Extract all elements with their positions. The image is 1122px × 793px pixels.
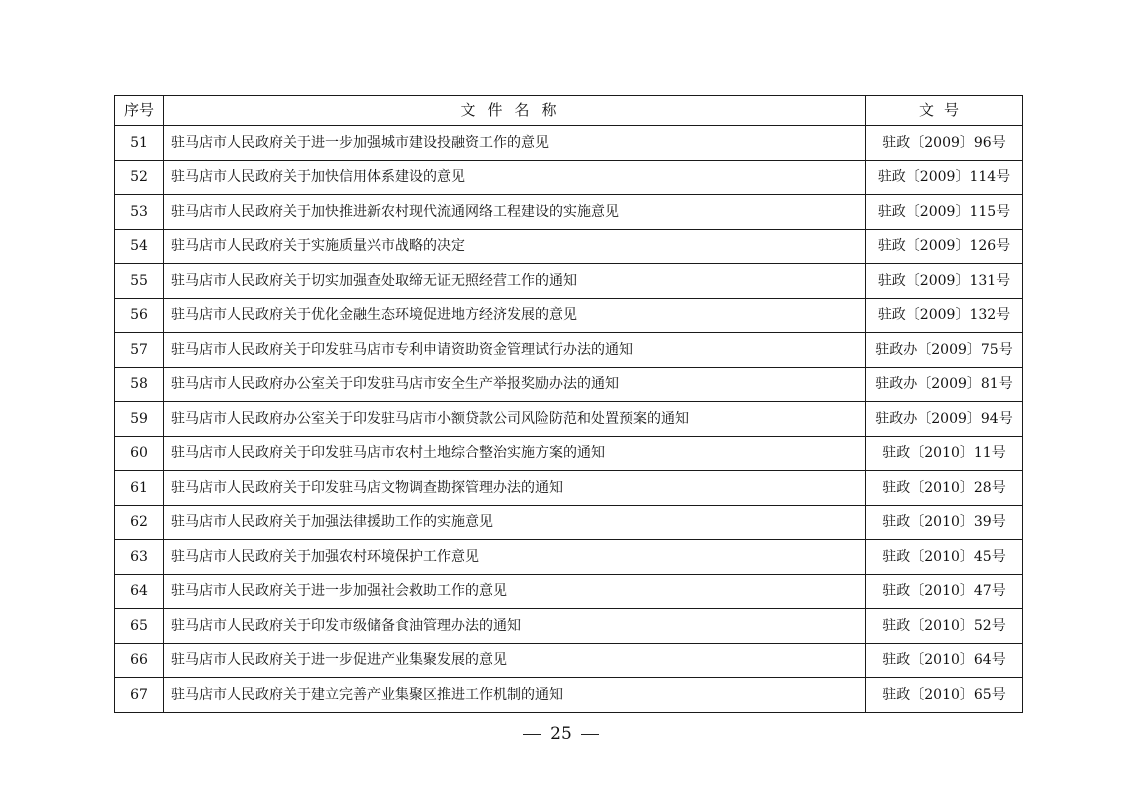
row-document-title: 驻马店市人民政府关于加快推进新农村现代流通网络工程建设的实施意见: [164, 195, 866, 230]
row-serial-number: 62: [115, 505, 164, 540]
row-document-title: 驻马店市人民政府关于进一步加强城市建设投融资工作的意见: [164, 126, 866, 161]
row-document-title: 驻马店市人民政府关于印发驻马店市农村土地综合整治实施方案的通知: [164, 436, 866, 471]
row-document-code: 驻政〔2010〕11号: [866, 436, 1023, 471]
row-document-title: 驻马店市人民政府关于建立完善产业集聚区推进工作机制的通知: [164, 678, 866, 713]
row-document-title: 驻马店市人民政府关于加强法律援助工作的实施意见: [164, 505, 866, 540]
row-serial-number: 55: [115, 264, 164, 299]
row-document-code: 驻政〔2009〕126号: [866, 229, 1023, 264]
table-row: [115, 505, 1023, 540]
row-document-title: 驻马店市人民政府办公室关于印发驻马店市小额贷款公司风险防范和处置预案的通知: [164, 402, 866, 437]
row-document-title: 驻马店市人民政府关于优化金融生态环境促进地方经济发展的意见: [164, 298, 866, 333]
row-serial-number: 58: [115, 367, 164, 402]
row-document-code: 驻政〔2010〕64号: [866, 643, 1023, 678]
page-footer: [0, 724, 1122, 744]
row-document-title: 驻马店市人民政府关于印发驻马店市专利申请资助资金管理试行办法的通知: [164, 333, 866, 368]
row-document-code: 驻政〔2010〕28号: [866, 471, 1023, 506]
row-serial-number: 59: [115, 402, 164, 437]
row-document-code: 驻政〔2010〕52号: [866, 609, 1023, 644]
row-serial-number: 64: [115, 574, 164, 609]
row-serial-number: 54: [115, 229, 164, 264]
row-document-code: 驻政〔2010〕39号: [866, 505, 1023, 540]
row-document-title: 驻马店市人民政府关于印发驻马店文物调查勘探管理办法的通知: [164, 471, 866, 506]
table-row: [115, 264, 1023, 299]
table-row: [115, 195, 1023, 230]
row-document-code: 驻政〔2009〕115号: [866, 195, 1023, 230]
table-row: [115, 436, 1023, 471]
table-row: [115, 229, 1023, 264]
row-document-code: 驻政办〔2009〕75号: [866, 333, 1023, 368]
row-serial-number: 65: [115, 609, 164, 644]
row-serial-number: 66: [115, 643, 164, 678]
table-row: [115, 298, 1023, 333]
table-row: [115, 643, 1023, 678]
row-serial-number: 53: [115, 195, 164, 230]
table-header-row: [115, 96, 1023, 126]
header-serial-number: 序号: [115, 96, 164, 126]
row-document-title: 驻马店市人民政府关于实施质量兴市战略的决定: [164, 229, 866, 264]
row-document-title: 驻马店市人民政府关于进一步加强社会救助工作的意见: [164, 574, 866, 609]
table-row: [115, 471, 1023, 506]
row-document-code: 驻政〔2009〕96号: [866, 126, 1023, 161]
row-document-title: 驻马店市人民政府关于加快信用体系建设的意见: [164, 160, 866, 195]
table-row: [115, 126, 1023, 161]
header-document-code: 文号: [866, 96, 1023, 126]
row-document-code: 驻政〔2010〕47号: [866, 574, 1023, 609]
row-document-title: 驻马店市人民政府关于切实加强查处取缔无证无照经营工作的通知: [164, 264, 866, 299]
header-document-title: 文件名称: [164, 96, 866, 126]
row-serial-number: 52: [115, 160, 164, 195]
row-document-code: 驻政〔2009〕132号: [866, 298, 1023, 333]
row-document-title: 驻马店市人民政府办公室关于印发驻马店市安全生产举报奖励办法的通知: [164, 367, 866, 402]
footer-dash-left: [523, 734, 541, 735]
row-serial-number: 63: [115, 540, 164, 575]
row-document-code: 驻政办〔2009〕94号: [866, 402, 1023, 437]
table-row: [115, 160, 1023, 195]
row-document-code: 驻政〔2009〕114号: [866, 160, 1023, 195]
row-document-title: 驻马店市人民政府关于印发市级储备食油管理办法的通知: [164, 609, 866, 644]
table-row: [115, 574, 1023, 609]
row-serial-number: 51: [115, 126, 164, 161]
footer-dash-right: [581, 734, 599, 735]
row-serial-number: 60: [115, 436, 164, 471]
row-serial-number: 61: [115, 471, 164, 506]
row-document-code: 驻政〔2009〕131号: [866, 264, 1023, 299]
table-row: [115, 333, 1023, 368]
row-serial-number: 67: [115, 678, 164, 713]
row-document-code: 驻政〔2010〕45号: [866, 540, 1023, 575]
row-document-title: 驻马店市人民政府关于加强农村环境保护工作意见: [164, 540, 866, 575]
row-serial-number: 57: [115, 333, 164, 368]
row-document-code: 驻政〔2010〕65号: [866, 678, 1023, 713]
table-row: [115, 678, 1023, 713]
table-row: [115, 367, 1023, 402]
table-row: [115, 609, 1023, 644]
row-serial-number: 56: [115, 298, 164, 333]
page-number: 25: [550, 724, 572, 744]
document-list-table: [114, 95, 1023, 713]
table-row: [115, 540, 1023, 575]
table-body: [115, 126, 1023, 713]
row-document-title: 驻马店市人民政府关于进一步促进产业集聚发展的意见: [164, 643, 866, 678]
row-document-code: 驻政办〔2009〕81号: [866, 367, 1023, 402]
table-row: [115, 402, 1023, 437]
